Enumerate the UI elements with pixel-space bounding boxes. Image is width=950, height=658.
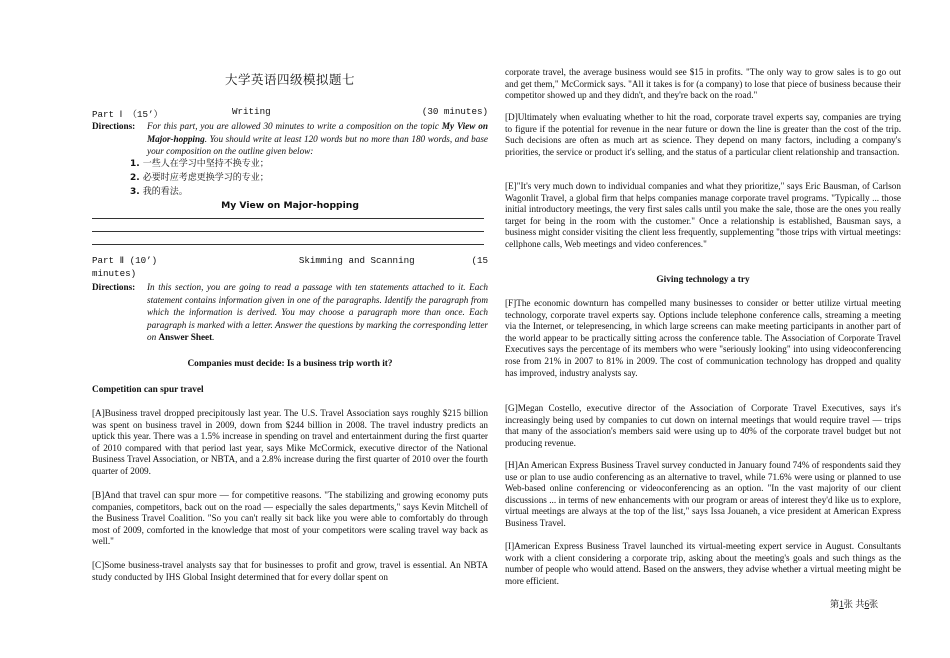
part1-header [92, 106, 488, 120]
part2-directions-label: Directions: [92, 282, 136, 292]
paragraph-h: [H]An American Express Business Travel survey conducted in January found 74% of respondents said they use or plan to use audio conferencing as an alternative to travel, while 71.6% were using or planned to use Web-based online conferencing or videoconferencing as an option. "In the vast majority of our client discussions ... in terms of new enhancements with our program or areas of interest they'd like us to explore, virtual meetings are always at the top of the list," says Issa Jouaneh, a vice president at American Express Business Travel. [505, 460, 901, 528]
part2-time-a: (15 [471, 255, 488, 266]
outline-item: 3. 我的看法。 [130, 187, 188, 197]
subhead-technology: Giving technology a try [656, 275, 750, 285]
outline-item: 2. 必要时应考虑更换学习的专业； [130, 173, 269, 183]
part1-directions [92, 120, 488, 158]
paragraph-f: [F]The economic downturn has compelled many businesses to consider or better utilize virtual meeting technology, corporate travel experts say. Options include telephone conference calls, streaming a meeting via the Internet, or telepresencing, in which large screens can make meeting participants in another part of the world appear to be practically sitting across the conference table. The Association of Corporate Travel Executives says the percentage of its members who were "seriously looking" into using videoconferencing rose from 21% in 2007 to 81% in 2009. The cost of communication technology has dropped and quality has improved, industry analysts say. [505, 298, 901, 378]
paragraph-c-continued: corporate travel, the average business would see $15 in profits. "The only way to grow sales is to go out and get them," McCormick says. "All it takes is for (a company) to lose that piece of business because their competitor showed up and they didn't, and they're back on the road." [505, 67, 901, 101]
part1-label: Part Ⅰ （15’） [92, 109, 163, 120]
part1-directions-post: . You should write at least 120 words but no more than 180 words, and base your composition on the outline given below: [147, 133, 488, 157]
part2-directions: Directions: In this section, you are going to read a passage with ten statements attached to it. Each statement contains information given in one of the paragraphs. Identify the paragraph from which the information is derived. You may choose a paragraph more than once. Each paragraph is marked with a letter. Answer the questions by marking the corresponding letter on Answer Sheet. [92, 282, 488, 343]
paragraph-c: [C]Some business-travel analysts say that for businesses to profit and grow, travel is essential. An NBTA study conducted by IHS Global Insight determined that for every dollar spent on [92, 560, 488, 582]
document-title: 大学英语四级模拟题七 [224, 72, 355, 87]
part1-directions-pre: For this part, you are allowed 30 minutes to write a composition on the topic [147, 121, 442, 131]
writing-line [92, 244, 484, 245]
answer-sheet-label: Answer Sheet [158, 332, 213, 343]
page-number: 1 [839, 599, 844, 609]
page-footer: 第1张 共6张 [830, 599, 879, 609]
outline-list [130, 157, 269, 199]
paragraph-e: [E]"It's very much down to individual companies and what they prioritize," says Eric Bausman, of Carlson Wagonlit Travel, a global firm that helps companies manage corporate travel programs. "Typically ... those initial introductory meetings, the very first sales calls until you make the sale, those are the ones you really target for being in the room with the customer." Once a relationship is established, Bausman says, a business might consider visiting the client less frequently, supplementing "those trips with virtual meetings: cellphone calls, Web meetings and video conferences." [505, 181, 901, 249]
paragraph-i: [I]American Express Business Travel launched its virtual-meeting expert service in August. Consultants work with a client considering a corporate trip, asking about the meeting's goals and such things as the number of people who would attend. Based on the answers, they advise whether a virtual meeting might be more efficient. [505, 541, 901, 586]
article-title: Companies must decide: Is a business trip worth it? [187, 359, 393, 369]
part2-section: Skimming and Scanning [298, 255, 415, 266]
paragraph-b: [B]And that travel can spur more — for competitive reasons. "The stabilizing and growing economy puts companies, competitors, back out on the road — especially the sales departments," says Kevin Mitchell of the Business Travel Coalition. "So you can't really sit back like you were able to comfortably do through most of 2009, comforted in the knowledge that most of your competitors were scaling travel way back as well." [92, 490, 488, 547]
outline-item: 1. 一些人在学习中坚持不换专业； [130, 159, 269, 169]
part1-directions-label: Directions: [92, 121, 136, 131]
writing-line [92, 231, 484, 232]
part2-label: Part Ⅱ (10’) [92, 255, 158, 266]
part1-time: (30 minutes) [421, 106, 488, 117]
part1-section: Writing [232, 106, 271, 117]
paragraph-d: [D]Ultimately when evaluating whether to hit the road, corporate travel experts say, companies are trying to figure if the potential for revenue in the near future or down the line is greater than the cost of the trip. Such decisions are often as much art as science. They depend on many factors, including a company's priorities, the service or product it's selling, and the status of a particular client relationship and transaction. [505, 112, 901, 157]
essay-title: My View on Major-hopping [221, 200, 359, 211]
writing-line [92, 218, 484, 219]
part2-time-b: minutes) [92, 268, 137, 279]
part1-directions-topic: My View on Major-hopping [147, 121, 488, 144]
part2-directions-text: In this section, you are going to read a passage with ten statements attached to it. Each statement contains information given in one of the paragraphs. Identify the paragraph from which the information is derived. You may choose a paragraph more than once. Each paragraph is marked with a letter. Answer the questions by marking the corresponding letter on [147, 282, 488, 343]
page-total: 6 [864, 599, 870, 609]
paragraph-g: [G]Megan Costello, executive director of the Association of Corporate Travel Executives, says it's increasingly being used by companies to cut down on internal meetings that would require travel — trips that many of the association's members said were using up to 40% of the corporate travel budget but not producing revenue. [505, 403, 901, 448]
part2-header [92, 255, 488, 266]
paragraph-a: [A]Business travel dropped precipitously last year. The U.S. Travel Association says roughly $215 billion was spent on business travel in 2009, down from $244 billion in 2008. The travel industry predicts an uptick this year. There was a 1.5% increase in spending on travel and entertainment during the first quarter of 2010 compared with that period last year, says Mike McCormick, executive director of the National Business Travel Association, or NBTA, and a 2.8% increase during the first quarter of 2010 over the fourth quarter of 2009. [92, 408, 488, 476]
subhead-competition: Competition can spur travel [92, 385, 204, 395]
